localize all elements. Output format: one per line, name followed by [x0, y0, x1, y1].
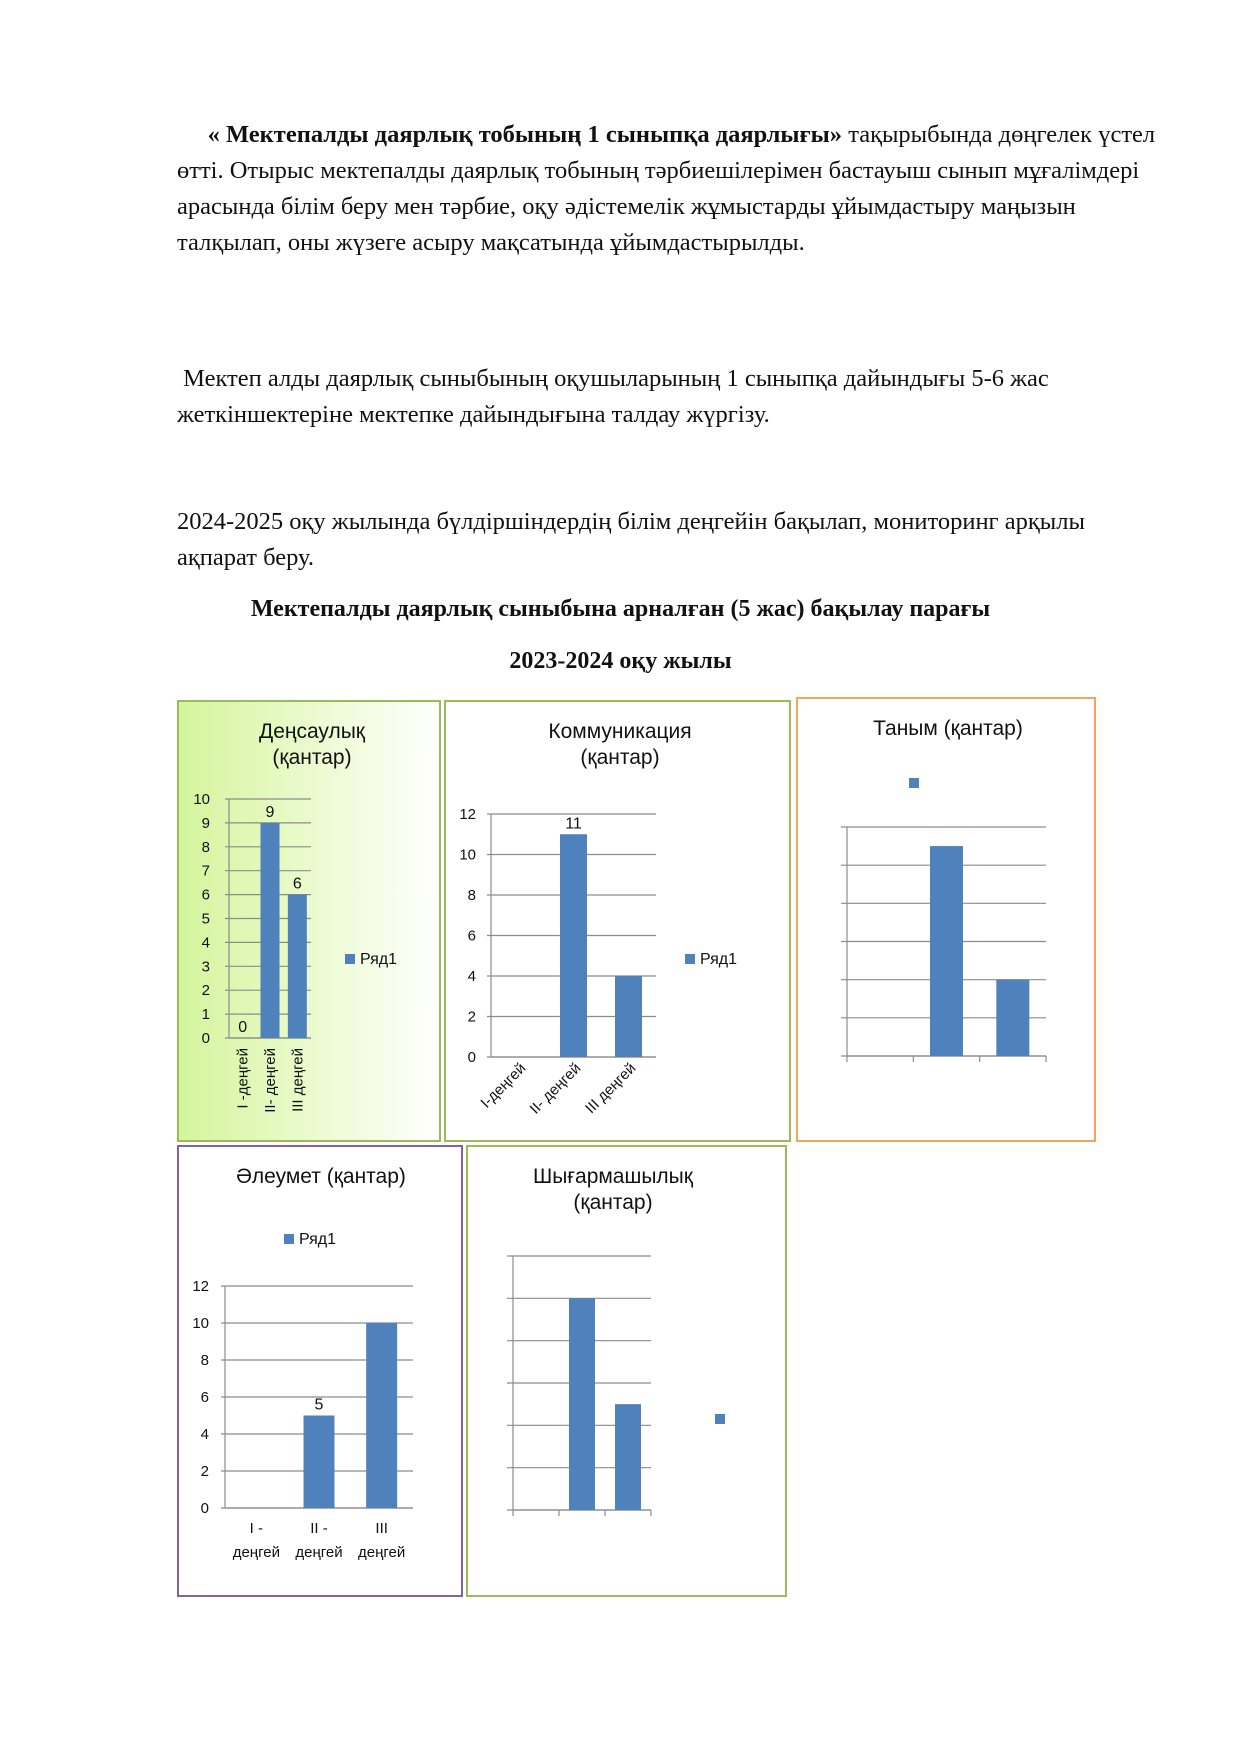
bar-2	[304, 1416, 335, 1509]
chart-social-svg	[179, 1147, 465, 1599]
chart-health-svg	[179, 702, 443, 1144]
chart-title: (қантар)	[272, 746, 352, 769]
data-label: 0	[238, 1019, 248, 1036]
y-tick-label: 10	[459, 846, 476, 864]
x-category-label: деңгей	[295, 1544, 343, 1561]
intro-paragraph	[177, 117, 1157, 261]
checklist-heading: Мектепалды даярлық сыныбына арналған (5 жас) бақылау парағы	[250, 596, 991, 622]
chart-title: Шығармашылық	[533, 1165, 693, 1188]
analysis-text: Мектеп алды даярлық сыныбының оқушыларының 1 сыныпқа дайындығы 5-6 жас жеткіншектеріне мектепке дайындығына талдау жүргізу.	[177, 365, 1049, 428]
y-tick-label: 10	[192, 1315, 209, 1332]
x-category-label: III деңгей	[582, 1059, 640, 1118]
data-label: 11	[565, 815, 582, 833]
chart-title: (қантар)	[580, 746, 660, 769]
x-category-label: II- деңгей	[526, 1059, 585, 1118]
legend-marker	[715, 1414, 725, 1424]
bar-2	[560, 834, 587, 1057]
y-tick-label: 4	[467, 968, 476, 985]
y-tick-label: 2	[201, 982, 210, 1000]
y-tick-label: 5	[201, 910, 210, 928]
x-category-label: II- деңгей	[262, 1048, 279, 1113]
y-tick-label: 3	[201, 958, 210, 976]
legend-marker	[345, 954, 355, 964]
x-category-label: II -	[310, 1520, 328, 1537]
bar-2	[261, 823, 280, 1038]
chart-creativity	[466, 1145, 787, 1597]
chart-title: (қантар)	[573, 1191, 653, 1214]
analysis-paragraph	[177, 361, 1157, 433]
data-label: 6	[292, 875, 302, 893]
chart-communication	[444, 700, 791, 1142]
bar-2	[930, 846, 963, 1056]
chart-social	[177, 1145, 463, 1597]
y-tick-label: 4	[200, 1426, 209, 1443]
legend-label: Ряд1	[700, 951, 738, 968]
x-category-label: I-деңгей	[477, 1059, 530, 1112]
y-tick-label: 0	[201, 1030, 210, 1047]
data-label: 9	[265, 803, 275, 821]
x-category-label: III деңгей	[289, 1048, 307, 1112]
y-tick-label: 0	[200, 1500, 209, 1517]
monitoring-paragraph: 2024-2025 оқу жылында бүлдіршіндердің білім деңгейін бақылап, мониторинг арқылы ақпарат беру.	[177, 508, 1085, 571]
y-tick-label: 12	[192, 1278, 209, 1295]
x-category-label: деңгей	[232, 1544, 280, 1561]
y-tick-label: 4	[201, 934, 210, 952]
chart-title: Коммуникация	[548, 720, 692, 743]
y-tick-label: 6	[200, 1389, 209, 1406]
legend-label: Ряд1	[299, 1231, 337, 1248]
y-tick-label: 10	[193, 791, 210, 808]
data-label: 5	[314, 1396, 324, 1414]
chart-communication-svg	[446, 702, 793, 1144]
y-tick-label: 8	[467, 887, 476, 904]
chart-creativity-svg	[468, 1147, 789, 1599]
y-tick-label: 8	[201, 838, 210, 856]
legend-marker	[284, 1234, 294, 1244]
y-tick-label: 6	[467, 927, 476, 945]
chart-health	[177, 700, 441, 1142]
chart-title: Таным (қантар)	[873, 717, 1023, 740]
x-category-label: I -	[249, 1520, 264, 1537]
chart-title: Деңсаулық	[258, 720, 366, 743]
y-tick-label: 0	[467, 1049, 476, 1066]
intro-text: тақырыбында дөңгелек үстел өтті. Отырыс мектепалды даярлық тобының тәрбиешілерімен бастауыш сынып мұғалімдері арасында білім беру мен тәрбие, оқу әдістемелік жұмыстарды ұйымдастыру маңызын талқылап, оны жүзеге асыру мақсатында ұйымдастырылды.	[177, 121, 1156, 256]
legend-marker	[909, 778, 919, 788]
y-tick-label: 1	[201, 1006, 210, 1024]
bar-3	[288, 895, 307, 1038]
x-category-label: деңгей	[358, 1544, 406, 1561]
y-tick-label: 8	[200, 1352, 209, 1369]
chart-title: Әлеумет (қантар)	[236, 1165, 406, 1188]
y-tick-label: 2	[200, 1463, 209, 1480]
x-category-label: I -деңгей	[234, 1048, 252, 1109]
y-tick-label: 7	[201, 862, 210, 880]
legend-marker	[685, 954, 695, 964]
y-tick-label: 6	[201, 886, 210, 904]
intro-bold-title: « Мектепалды даярлық тобының 1 сыныпқа даярлығы»	[207, 121, 843, 148]
chart-cognition-svg	[798, 699, 1098, 1144]
bar-3	[366, 1323, 397, 1508]
school-year-heading: 2023-2024 оқу жылы	[509, 648, 732, 674]
y-tick-label: 2	[467, 1008, 476, 1026]
bar-3	[615, 1404, 641, 1510]
bar-3	[615, 976, 642, 1057]
chart-cognition	[796, 697, 1096, 1142]
y-tick-label: 12	[459, 806, 476, 823]
x-category-label: III	[375, 1520, 388, 1537]
legend-label: Ряд1	[360, 951, 398, 968]
bar-3	[996, 980, 1029, 1056]
y-tick-label: 9	[201, 814, 210, 832]
bar-2	[569, 1298, 595, 1510]
